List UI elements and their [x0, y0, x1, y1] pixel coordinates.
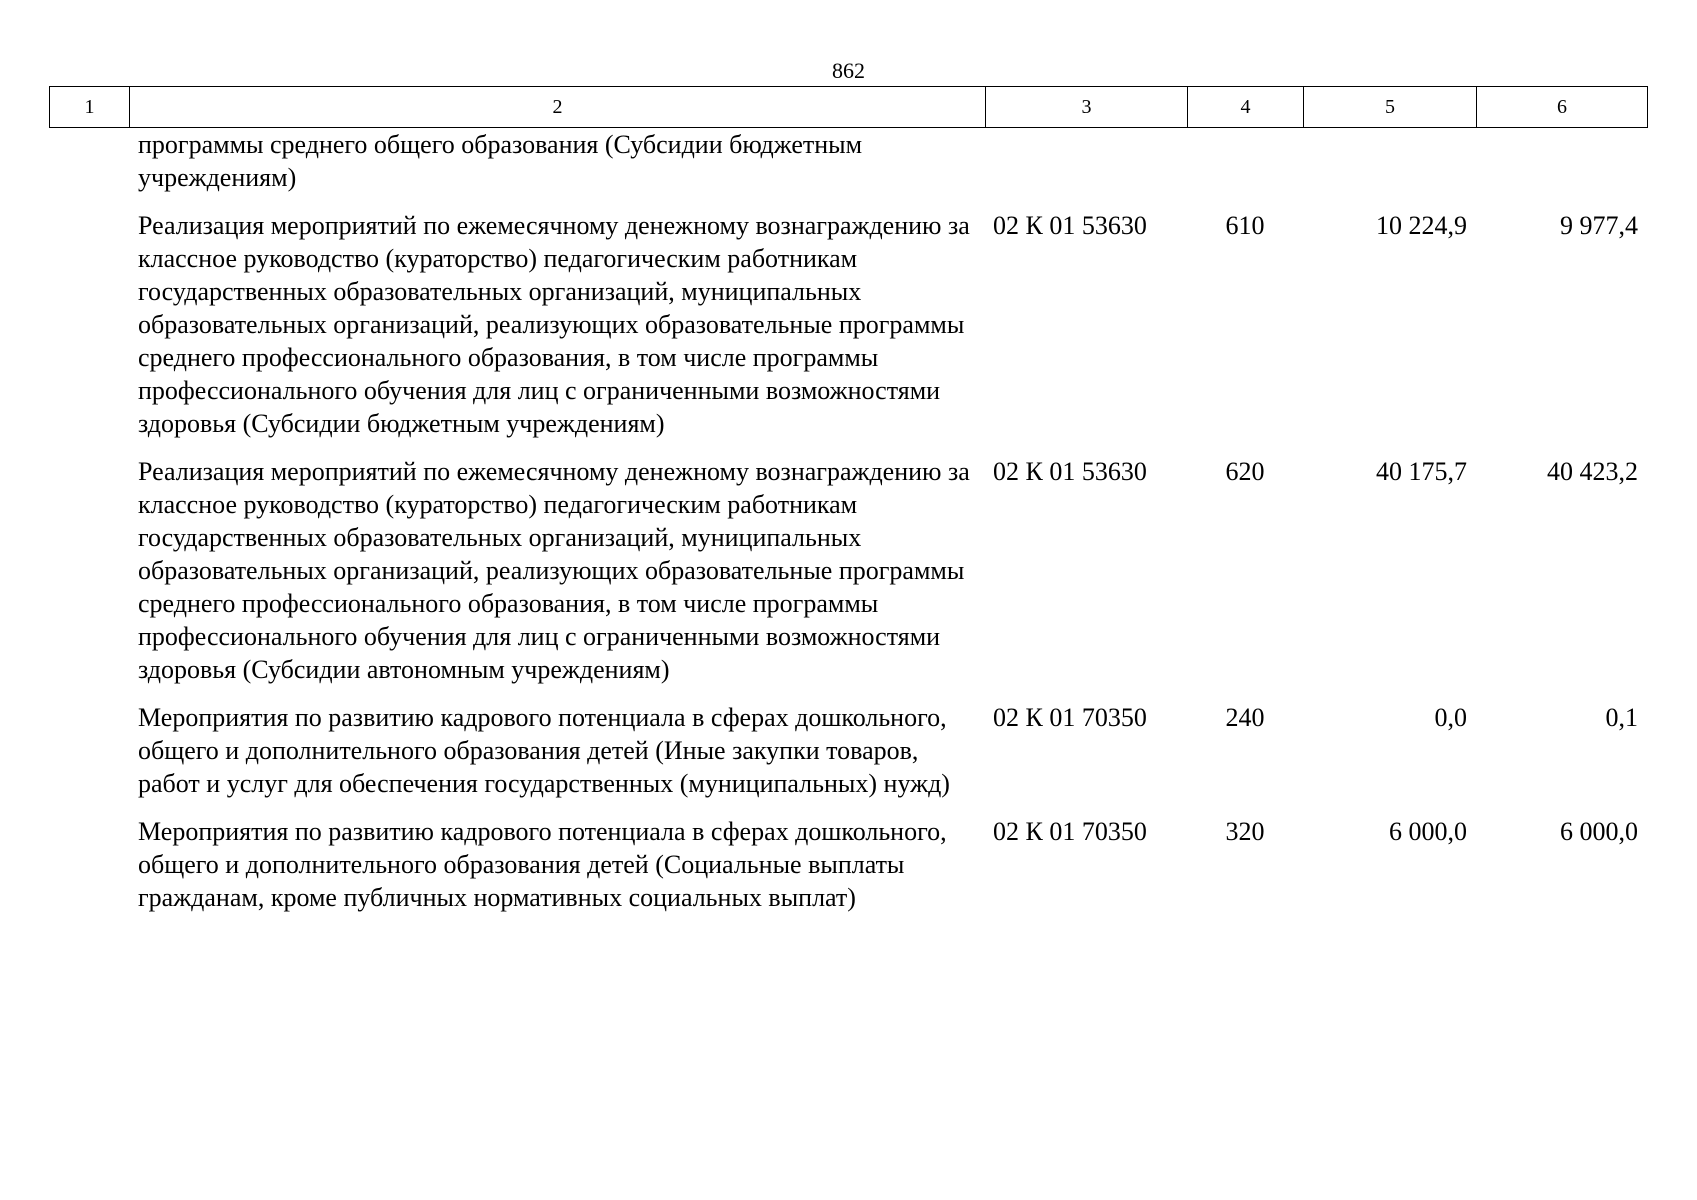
- row-code: 02 К 01 70350: [993, 703, 1147, 732]
- row-type: 620: [1225, 457, 1265, 486]
- row-type: 610: [1225, 211, 1265, 240]
- row-code: 02 К 01 53630: [993, 211, 1147, 240]
- row-value-5: 6 000,0: [1389, 817, 1467, 846]
- row-description: Мероприятия по развитию кадрового потенциала в сферах дошкольного, общего и дополнительного образования детей (Иные закупки товаров, работ и услуг для обеспечения государственных (муниципальных) нужд): [138, 703, 950, 798]
- column-header-1: 1: [50, 87, 130, 128]
- row-value-5: 0,0: [1434, 703, 1467, 732]
- row-description: Реализация мероприятий по ежемесячному денежному вознаграждению за классное руководство (кураторство) педагогическим работникам государственных образовательных организаций, муниципальных образовательных организаций, реализующих образовательные программы среднего профессионального образования, в том числе программы профессионального обучения для лиц с ограниченными возможностями здоровья (Субсидии автономным учреждениям): [138, 457, 970, 684]
- row-type: 320: [1225, 817, 1265, 846]
- row-value-6: 9 977,4: [1560, 211, 1638, 240]
- table-row: [49, 815, 1647, 914]
- row-code: 02 К 01 53630: [993, 457, 1147, 486]
- row-description: Реализация мероприятий по ежемесячному денежному вознаграждению за классное руководство (кураторство) педагогическим работникам государственных образовательных организаций, муниципальных образовательных организаций, реализующих образовательные программы среднего профессионального образования, в том числе программы профессионального обучения для лиц с ограниченными возможностями здоровья (Субсидии бюджетным учреждениям): [138, 211, 970, 438]
- row-value-5: [1303, 128, 1476, 194]
- table-row: [49, 701, 1647, 800]
- row-type: [1187, 128, 1303, 194]
- table-row: [49, 128, 1647, 194]
- row-value-6: 40 423,2: [1547, 457, 1638, 486]
- row-value-6: 0,1: [1605, 703, 1638, 732]
- row-value-6: 6 000,0: [1560, 817, 1638, 846]
- row-description: Мероприятия по развитию кадрового потенциала в сферах дошкольного, общего и дополнительного образования детей (Социальные выплаты гражданам, кроме публичных нормативных социальных выплат): [138, 817, 947, 912]
- row-value-5: 10 224,9: [1376, 211, 1467, 240]
- table-row: [49, 209, 1647, 440]
- column-header-5: 5: [1304, 87, 1477, 128]
- row-value-6: [1476, 128, 1647, 194]
- row-code: [985, 128, 1187, 194]
- column-header-row: [49, 86, 1648, 128]
- row-value-5: 40 175,7: [1376, 457, 1467, 486]
- column-header-4: 4: [1188, 87, 1304, 128]
- column-header-6: 6: [1477, 87, 1648, 128]
- row-type: 240: [1225, 703, 1265, 732]
- table-body: [49, 126, 1647, 914]
- column-header-2: 2: [130, 87, 986, 128]
- page-number: 862: [832, 58, 865, 83]
- column-header-3: 3: [986, 87, 1188, 128]
- row-code: 02 К 01 70350: [993, 817, 1147, 846]
- table-row: [49, 455, 1647, 686]
- row-description: программы среднего общего образования (Субсидии бюджетным учреждениям): [138, 130, 863, 192]
